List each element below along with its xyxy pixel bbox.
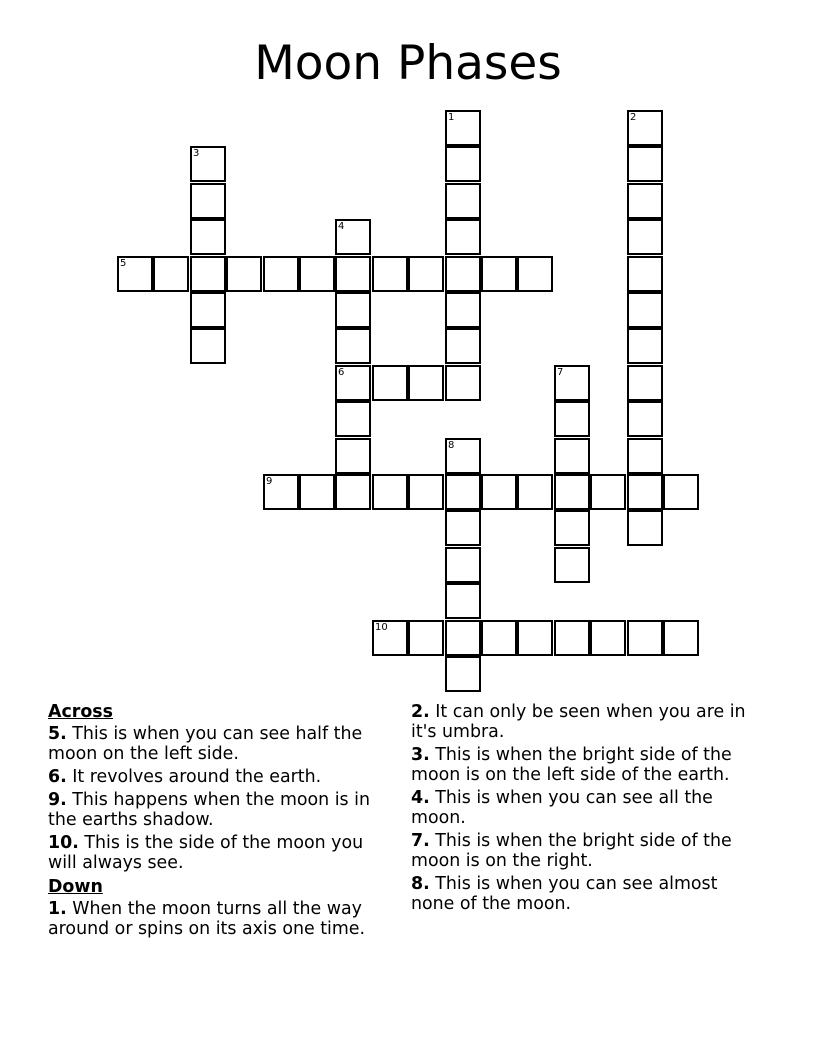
grid-cell[interactable] — [335, 219, 371, 255]
grid-cell[interactable] — [627, 328, 663, 364]
grid-cell[interactable] — [445, 474, 481, 510]
grid-cell[interactable] — [554, 401, 590, 437]
grid-cell[interactable] — [627, 292, 663, 328]
cell-number: 6 — [338, 367, 345, 378]
clue-down-7 — [411, 831, 761, 871]
grid-cell[interactable] — [481, 256, 517, 292]
clue-text: This is when the bright side of the moon is on the right. — [411, 831, 732, 871]
clue-down-4 — [411, 788, 761, 828]
cell-number: 5 — [120, 258, 127, 269]
grid-cell[interactable] — [190, 146, 226, 182]
grid-cell[interactable] — [263, 474, 299, 510]
clue-across-5 — [48, 724, 393, 764]
grid-cell[interactable] — [517, 620, 553, 656]
clue-across-9 — [48, 790, 393, 830]
clue-text: It revolves around the earth. — [72, 767, 322, 787]
clue-text: This is the side of the moon you will always see. — [48, 833, 364, 873]
grid-cell[interactable] — [445, 510, 481, 546]
clue-number: 10. — [48, 833, 79, 853]
clue-number: 5. — [48, 724, 67, 744]
grid-cell[interactable] — [117, 256, 153, 292]
grid-cell[interactable] — [372, 256, 408, 292]
cell-number: 10 — [375, 622, 388, 633]
grid-cell[interactable] — [627, 510, 663, 546]
clue-number: 7. — [411, 831, 430, 851]
clue-text: When the moon turns all the way around or spins on its axis one time. — [48, 899, 366, 939]
clue-across-10 — [48, 833, 393, 873]
grid-cell[interactable] — [627, 365, 663, 401]
grid-cell[interactable] — [299, 256, 335, 292]
grid-cell[interactable] — [445, 583, 481, 619]
grid-cell[interactable] — [554, 438, 590, 474]
grid-cell[interactable] — [554, 620, 590, 656]
clue-number: 4. — [411, 788, 430, 808]
grid-cell[interactable] — [627, 219, 663, 255]
grid-cell[interactable] — [445, 438, 481, 474]
grid-cell[interactable] — [335, 474, 371, 510]
cell-number: 3 — [193, 148, 200, 159]
grid-cell[interactable] — [335, 365, 371, 401]
grid-cell[interactable] — [335, 292, 371, 328]
grid-cell[interactable] — [408, 365, 444, 401]
grid-cell[interactable] — [627, 146, 663, 182]
clue-number: 6. — [48, 767, 67, 787]
grid-cell[interactable] — [554, 510, 590, 546]
clue-across-6 — [48, 767, 393, 787]
grid-cell[interactable] — [445, 620, 481, 656]
cell-number: 2 — [630, 112, 637, 123]
grid-cell[interactable] — [627, 438, 663, 474]
grid-cell[interactable] — [590, 620, 626, 656]
clue-text: This is when you can see half the moon on the left side. — [48, 724, 363, 764]
clue-number: 8. — [411, 874, 430, 894]
clue-text: This is when you can see all the moon. — [411, 788, 713, 828]
grid-cell[interactable] — [627, 620, 663, 656]
grid-cell[interactable] — [263, 256, 299, 292]
grid-cell[interactable] — [554, 474, 590, 510]
grid-cell[interactable] — [190, 292, 226, 328]
grid-cell[interactable] — [517, 256, 553, 292]
grid-cell[interactable] — [627, 474, 663, 510]
grid-cell[interactable] — [408, 256, 444, 292]
grid-cell[interactable] — [445, 110, 481, 146]
grid-cell[interactable] — [190, 328, 226, 364]
grid-cell[interactable] — [627, 110, 663, 146]
grid-cell[interactable] — [445, 146, 481, 182]
clues-column-left — [48, 702, 393, 942]
grid-cell[interactable] — [372, 365, 408, 401]
grid-cell[interactable] — [481, 474, 517, 510]
grid-cell[interactable] — [481, 620, 517, 656]
clue-number: 2. — [411, 702, 430, 722]
grid-cell[interactable] — [554, 365, 590, 401]
grid-cell[interactable] — [408, 620, 444, 656]
grid-cell[interactable] — [590, 474, 626, 510]
grid-cell[interactable] — [226, 256, 262, 292]
clue-number: 9. — [48, 790, 67, 810]
grid-cell[interactable] — [517, 474, 553, 510]
clue-text: This happens when the moon is in the earths shadow. — [48, 790, 370, 830]
cell-number: 8 — [448, 440, 455, 451]
grid-cell[interactable] — [445, 547, 481, 583]
down-heading: Down — [48, 877, 103, 897]
cell-number: 7 — [557, 367, 564, 378]
grid-cell[interactable] — [445, 256, 481, 292]
clue-text: It can only be seen when you are in it's umbra. — [411, 702, 746, 742]
grid-cell[interactable] — [408, 474, 444, 510]
grid-cell[interactable] — [190, 219, 226, 255]
clue-number: 3. — [411, 745, 430, 765]
clues-column-right — [411, 702, 761, 917]
grid-cell[interactable] — [627, 401, 663, 437]
grid-cell[interactable] — [445, 292, 481, 328]
grid-cell[interactable] — [153, 256, 189, 292]
grid-cell[interactable] — [445, 656, 481, 692]
clue-down-3 — [411, 745, 761, 785]
grid-cell[interactable] — [190, 183, 226, 219]
grid-cell[interactable] — [335, 401, 371, 437]
cell-number: 4 — [338, 221, 345, 232]
puzzle-title: Moon Phases — [254, 36, 562, 91]
grid-cell[interactable] — [554, 547, 590, 583]
grid-cell[interactable] — [372, 620, 408, 656]
grid-cell[interactable] — [335, 328, 371, 364]
clue-down-8 — [411, 874, 761, 914]
grid-cell[interactable] — [299, 474, 335, 510]
clue-down-2 — [411, 702, 761, 742]
grid-cell[interactable] — [627, 183, 663, 219]
grid-cell[interactable] — [335, 256, 371, 292]
cell-number: 9 — [266, 476, 273, 487]
grid-cell[interactable] — [445, 328, 481, 364]
grid-cell[interactable] — [335, 438, 371, 474]
across-heading: Across — [48, 702, 113, 722]
grid-cell[interactable] — [627, 256, 663, 292]
grid-cell[interactable] — [445, 365, 481, 401]
grid-cell[interactable] — [445, 183, 481, 219]
grid-cell[interactable] — [663, 620, 699, 656]
grid-cell[interactable] — [663, 474, 699, 510]
grid-cell[interactable] — [372, 474, 408, 510]
clue-text: This is when the bright side of the moon is on the left side of the earth. — [411, 745, 732, 785]
grid-cell[interactable] — [445, 219, 481, 255]
grid-cell[interactable] — [190, 256, 226, 292]
clue-number: 1. — [48, 899, 67, 919]
clue-down-1 — [48, 899, 393, 939]
cell-number: 1 — [448, 112, 455, 123]
clue-text: This is when you can see almost none of the moon. — [411, 874, 718, 914]
